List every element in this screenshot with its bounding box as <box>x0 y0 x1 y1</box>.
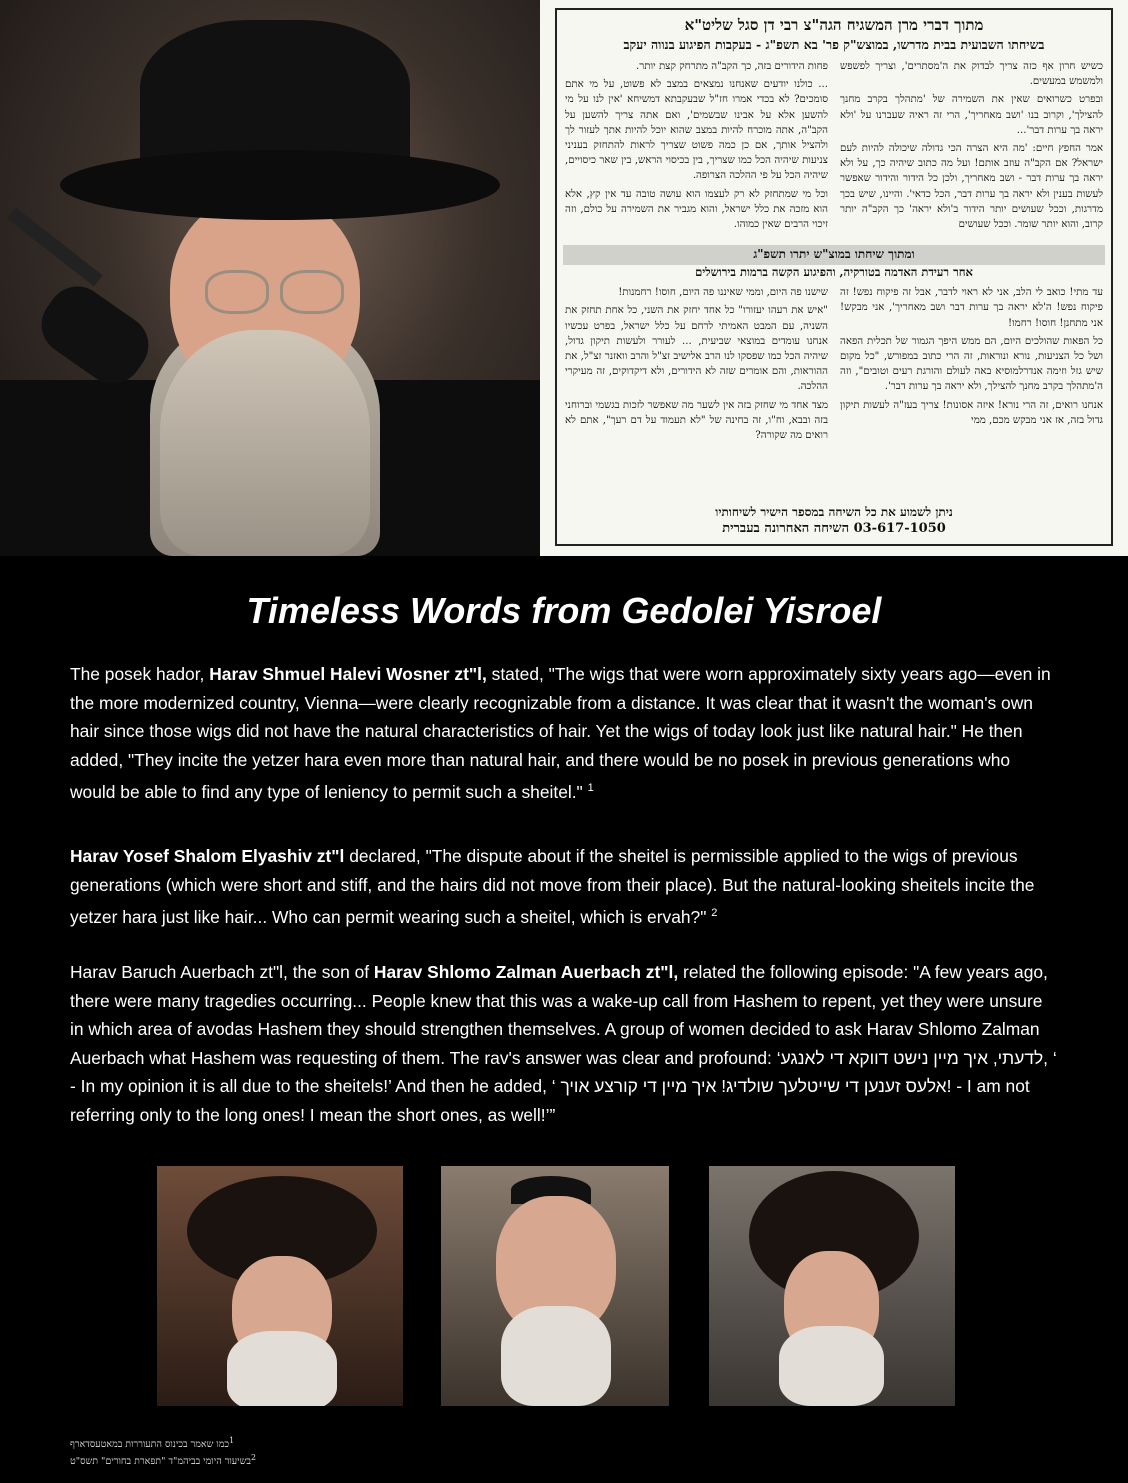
quote-elyashiv: Harav Yosef Shalom Elyashiv zt"l declared, "The dispute about if the sheitel is permissible applied to the wigs of previous generations (which were short and stiff, and the hairs did not move from their place). But the natural-looking sheitels incite the yetzer hara just like hair... Who can permit wearing such a sheitel, which is ervah?" $^2$ <box>70 846 1035 927</box>
clipping-subheadline: בשיחתו השבועית בבית מדרשו, במוצש"ק פר' בא תשפ"ג - בעקבות הפיגוע בנווה יעקב <box>623 37 1045 52</box>
clipping-column-right: כשיש חרון אף כזה צריך לבדוק את ה'מסתרים', וצריך לפשפש ולמשמש במעשים. ובפרט כשרואים שאין את השמירה של 'מתהלך בקרב מחנך להצילך', וקרוב בנו 'ושב מאחריך', הרי זה ראיה שעברנו על 'ולא יראה בך ערות דבר'... אמר החפץ חיים: 'מה היא הצרה הכי גדולה שיכולה להיות לעם ישראל? אם הקב"ה עוזב אותם! ועל מה כתוב שיהיה כך, על ולא יראה בך ערות דבר - ושב מאחריך, ולכן כל הידור והידור שאפשר לעשות בענין ולא יראה בך ערות דבר, הכל כדאי'. והיינו, שיש בכך מדרגות, וככל שעושים יותר הידור ב'ולא יראה' כך הקב"ה יותר קרוב, והוא יותר שומר. וככל שעושים <box>840 61 1103 231</box>
footnote-2: $^2$בשיעור היומי בביהמ"ד "תפארת בחורים" תשס"ט <box>70 1453 257 1468</box>
clipping-footer: ניתן לשמוע את כל השיחה במספר הישיר לשיחותיו 03-617-1050 השיחה האחרונה בעברית <box>715 505 953 536</box>
footnote-1: $^1$כמו שאמר בכינוס התעוררות במאטעסדארף <box>70 1436 235 1451</box>
footnote-ref-1: 1 <box>587 782 594 794</box>
footnotes <box>70 1434 256 1468</box>
name-wosner: Harav Shmuel Halevi Wosner zt"l, <box>209 664 487 684</box>
microphone-icon <box>30 275 160 395</box>
name-elyashiv: Harav Yosef Shalom Elyashiv zt"l <box>70 846 345 866</box>
newspaper-clipping <box>540 0 1128 556</box>
clipping-column-left-2: שישנו פה היום, וממי שאיננו פה היום, חוסו! רחמנות! "איש את רעהו יעזורו" כל אחד יחזק את השני, כל אחת תחזק את השניה, עם המבט האמיתי לרחם על כלל ישראל, בפרט עכשיו אנחנו עומדים במוצאי שביעית, ... לעורר ולעשות תיקון גדול, שיהיה הכל כמו שפסקו לנו הרב אלישיב זצ"ל והרב וואזנר זצ"ל, את ההוראות, והם אומרים שזה לא הידורים, ולא דיקדוקים, זה מעיקרי ההלכה. מצד אחד מי שחזק בזה אין לשער מה שאפשר לזכות בגשמי וברוחני בזה ובבא, וח"ו, זה בחינה של "לא תעמוד על דם רעך", אתם לא רואים מה שקורה? <box>565 287 828 442</box>
portrait-auerbach <box>709 1166 955 1406</box>
rabbi-speaking-photo <box>0 0 540 556</box>
clipping-section-bar: ומתוך שיחתו במוצ"ש יתרו תשפ"ג <box>563 245 1105 265</box>
clipping-headline: מתוך דברי מרן המשגיח הגה"צ רבי דן סגל שליט"א <box>684 16 984 34</box>
clipping-column-left: פחות הידורים בזה, כך הקב"ה מתרחק קצת יותר. ... כולנו יודעים שאנחנו נמצאים במצב לא פשוט, על מי אתם סומכים? לא בכדי אמרו חז"ל שבעקבתא דמשיחא 'אין לנו על מי להשען אלא על אבינו שבשמים', ואם אתה צריך להשען על הקב"ה, אתה מוכרח להיות במצב שהוא יוכל להיות אתך לעזור לך ולהציל אותך, אם כן כמה פשוט שצריך לראות להתחזק בעניני צניעות שיהיה הכל כמו שצריך, בין בכיסוי הראש, בין שאר כיסויים, שיהיה הכל על פי ההלכה הצרופה. וכל מי שמתחזק לא רק לעצמו הוא עושה טובה עד אין קץ, אלא הוא מזכה את כלל ישראל, והוא מגביר את השמירה על כולם, וזה זיכוי הרבים שאין כמוהו. <box>565 61 828 231</box>
quote-auerbach: Harav Baruch Auerbach zt"l, the son of Harav Shlomo Zalman Auerbach zt"l, related the following episode: "A few years ago, there were many tragedies occurring... People knew that this was a wake-up call from Hashem to repent, yet they were unsure in which area of avodas Hashem they should strengthen themselves. A group of women decided to ask Harav Shlomo Zalman Auerbach what Hashem was requesting of them. The rav's answer was clear and profound: ‘לדעתי, איך מיין נישט דווקא די לאנגע, ‘ - In my opinion it is all due to the sheitels!’ And then he added, ‘ אלעס זענען די שייטלעך שולדיג! איך מיין די קורצע אויך! - I am not referring only to the long ones! I mean the short ones, as well!’” <box>70 962 1057 1125</box>
clipping-column-right-2: עד מתי! כואב לי הלב, אני לא ראוי לדבר, אבל זה פיקוח נפש! זה פיקוח נפש! ה'לא יראה בך ערות דבר ושב מאחריך', אני מבקש! אני מתחנן! חוסו! רחמו! כל הפאות שהולכים היום, הם ממש היפך הגמור של תכלית הפאה ושל כל הצניעות, נורא ונוראות, זה הרי כתוב במפורש, "כל מקום שיש גזל וזימה אנדרלמוסיא באה לעולם והורגת רעים וטובים", וזה ה'מתהלך בקרב מחנך להצילך, ולא יראה בך ערות דבר'. אנחנו רואים, זה הרי נורא! איזה אסונות! צריך בעז"ה לעשות תיקון גדול בזה, אז אני מבקש מכם, ממי <box>840 287 1103 426</box>
portrait-wosner <box>157 1166 403 1406</box>
portrait-elyashiv <box>441 1166 669 1406</box>
page-title: Timeless Words from Gedolei Yisroel <box>246 590 882 631</box>
quote-wosner: The posek hador, Harav Shmuel Halevi Wosner zt"l, stated, "The wigs that were worn approximately sixty years ago—even in the more modernized country, Vienna—were clearly recognizable from a distance. It was clear that it wasn't the woman's own hair since those wigs did not have the natural characteristics of hair. Yet the wigs of today look just like natural hair." He then added, "They incite the yetzer hara even more than natural hair, and there would be no posek in previous generations who would be able to find any type of leniency to permit such a sheitel." $^1$ <box>70 664 1051 802</box>
clipping-section-subtitle: אחר רעידת האדמה בטורקיה, והפיגוע הקשה ברמות בירושלים <box>695 265 973 280</box>
footnote-ref-2: 2 <box>711 907 718 919</box>
name-auerbach: Harav Shlomo Zalman Auerbach zt"l, <box>373 962 679 982</box>
